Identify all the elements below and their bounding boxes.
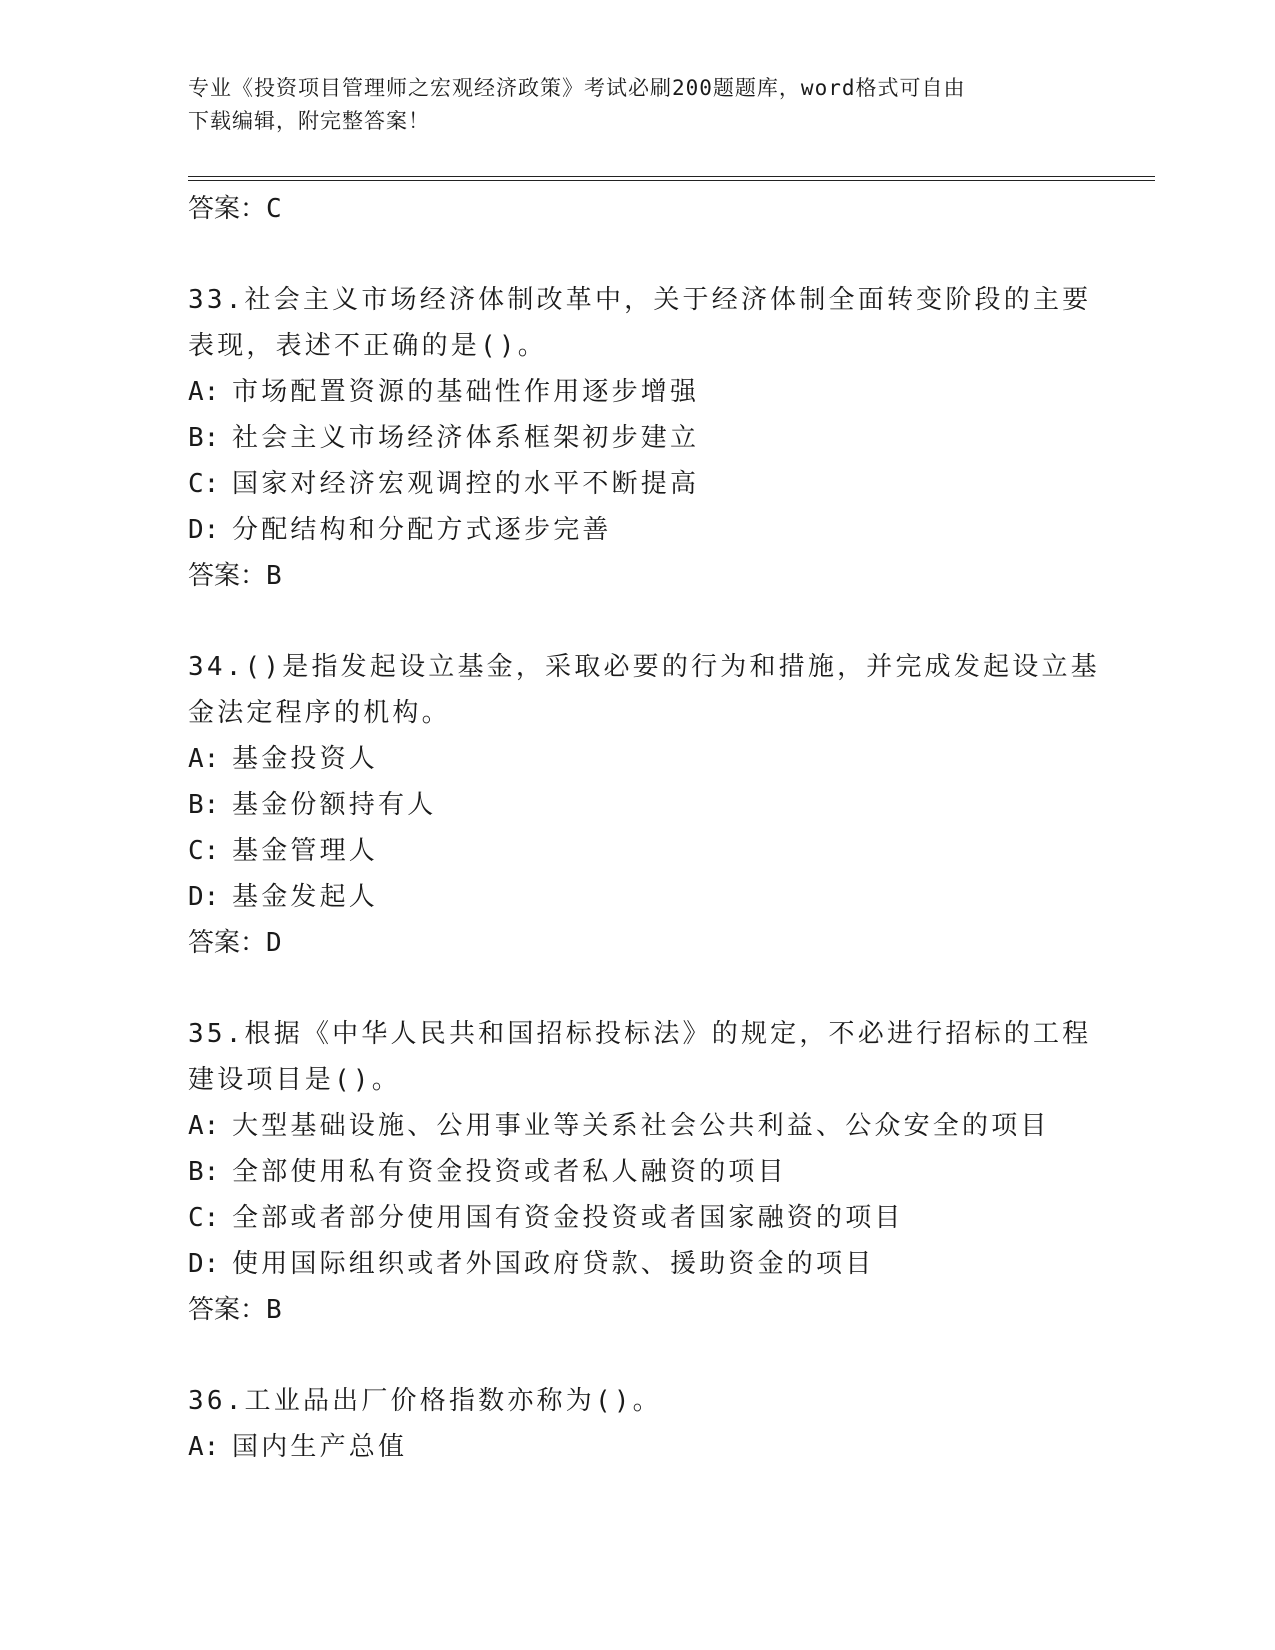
answer-label: 答案： [188,194,267,224]
question-text-line: 34.()是指发起设立基金，采取必要的行为和措施，并完成发起设立基 [188,652,1100,682]
option-text: 分配结构和分配方式逐步完善 [232,515,612,545]
option-b [188,1149,1108,1195]
option-label: A: [188,1111,220,1141]
option-text: 使用国际组织或者外国政府贷款、援助资金的项目 [232,1249,875,1279]
header-line-2: 下载编辑，附完整答案！ [188,109,430,133]
option-label: D: [188,1249,220,1279]
option-text: 国内生产总值 [232,1432,408,1462]
question-block [188,644,1108,966]
answer-label: 答案： [188,928,267,958]
option-d [188,507,1108,553]
option-b [188,782,1108,828]
option-a [188,736,1108,782]
header-line-1: 专业《投资项目管理师之宏观经济政策》考试必刷200题题库，word格式可自由 [188,76,966,100]
answer-value: D [266,928,282,958]
question-text-line: 33.社会主义市场经济体制改革中，关于经济体制全面转变阶段的主要 [188,285,1092,315]
document-header [188,72,1088,138]
option-b [188,415,1108,461]
option-label: A: [188,1432,220,1462]
question-block [188,277,1108,599]
option-label: B: [188,1157,220,1187]
answer-label: 答案： [188,561,267,591]
option-a [188,1424,1108,1470]
answer-line [188,920,1108,966]
option-d [188,1241,1108,1287]
question-text-line: 表现，表述不正确的是()。 [188,331,547,361]
question-text-line: 36.工业品出厂价格指数亦称为()。 [188,1386,662,1416]
option-text: 基金份额持有人 [232,790,437,820]
answer-line [188,1287,1108,1333]
option-text: 社会主义市场经济体系框架初步建立 [232,423,700,453]
question-block [188,1378,1108,1470]
option-c [188,461,1108,507]
option-c [188,1195,1108,1241]
answer-line [188,553,1108,599]
question-list [188,186,1108,1470]
option-text: 大型基础设施、公用事业等关系社会公共利益、公众安全的项目 [232,1111,1050,1141]
option-text: 基金管理人 [232,836,379,866]
answer-value: C [266,194,282,224]
option-label: D: [188,882,220,912]
option-label: C: [188,469,220,499]
answer-value: B [266,561,282,591]
question-text-line: 35.根据《中华人民共和国招标投标法》的规定，不必进行招标的工程 [188,1019,1092,1049]
option-text: 基金发起人 [232,882,379,912]
option-a [188,369,1108,415]
option-label: D: [188,515,220,545]
option-text: 全部使用私有资金投资或者私人融资的项目 [232,1157,787,1187]
option-text: 基金投资人 [232,744,379,774]
option-text: 市场配置资源的基础性作用逐步增强 [232,377,700,407]
option-c [188,828,1108,874]
header-divider [188,176,1155,181]
option-label: B: [188,423,220,453]
option-label: C: [188,1203,220,1233]
option-text: 国家对经济宏观调控的水平不断提高 [232,469,700,499]
option-d [188,874,1108,920]
option-a [188,1103,1108,1149]
question-text-line: 金法定程序的机构。 [188,698,451,728]
option-label: A: [188,377,220,407]
question-block [188,1011,1108,1333]
answer-label: 答案： [188,1295,267,1325]
option-label: B: [188,790,220,820]
option-label: C: [188,836,220,866]
question-text-line: 建设项目是()。 [188,1065,401,1095]
option-label: A: [188,744,220,774]
answer-value: B [266,1295,282,1325]
option-text: 全部或者部分使用国有资金投资或者国家融资的项目 [232,1203,904,1233]
answer-line [188,186,1108,232]
